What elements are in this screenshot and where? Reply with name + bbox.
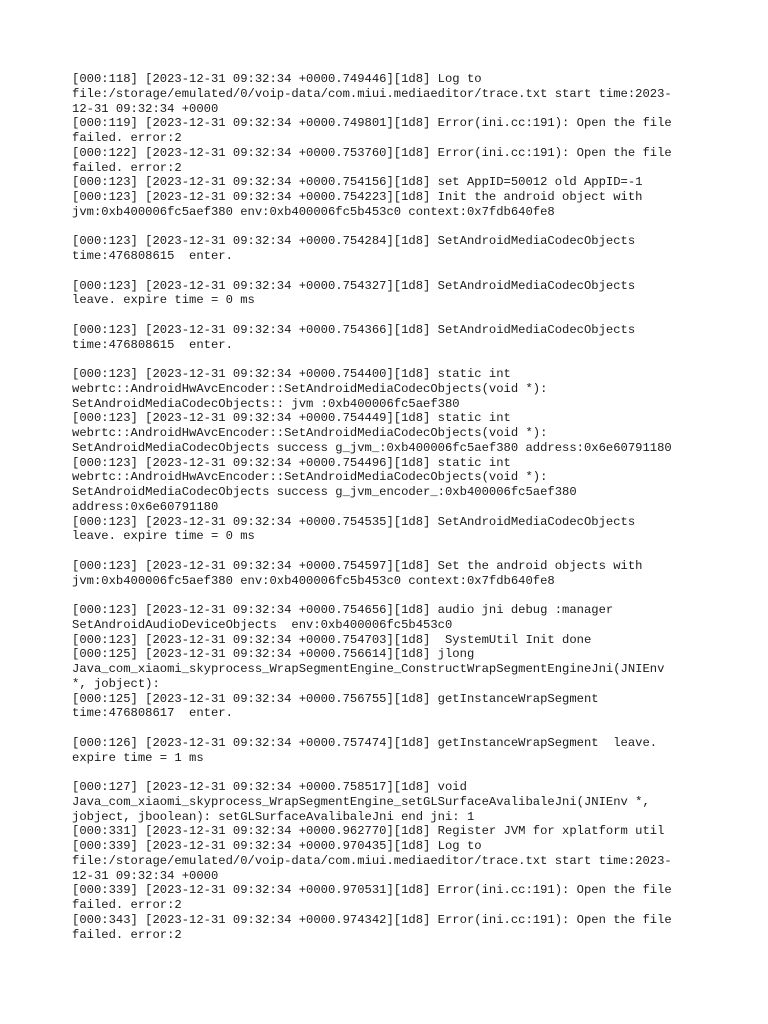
log-line (72, 264, 702, 279)
log-line: [000:339] [2023-12-31 09:32:34 +0000.970531][1d8] Error(ini.cc:191): Open the file (72, 883, 672, 898)
log-line: [000:123] [2023-12-31 09:32:34 +0000.754703][1d8] SystemUtil Init done (72, 632, 592, 647)
log-line (72, 588, 702, 603)
log-line: [000:123] [2023-12-31 09:32:34 +0000.754156][1d8] set AppID=50012 old AppID=-1 (72, 175, 643, 190)
log-line: [000:123] [2023-12-31 09:32:34 +0000.754284][1d8] SetAndroidMediaCodecObjects (72, 234, 636, 249)
log-line: failed. error:2 (72, 927, 182, 942)
log-line: jvm:0xb400006fc5aef380 env:0xb400006fc5b453c0 context:0x7fdb640fe8 (72, 573, 555, 588)
log-line: [000:123] [2023-12-31 09:32:34 +0000.754449][1d8] static int (72, 411, 511, 426)
log-line: [000:339] [2023-12-31 09:32:34 +0000.970435][1d8] Log to (72, 839, 482, 853)
log-line: SetAndroidMediaCodecObjects success g_jvm_:0xb400006fc5aef380 address:0x6e60791180 (72, 440, 672, 455)
log-line: time:476808617 enter. (72, 706, 233, 721)
log-line: [000:127] [2023-12-31 09:32:34 +0000.758517][1d8] void (72, 780, 467, 794)
log-line: time:476808615 enter. (72, 337, 233, 352)
log-line (72, 220, 702, 235)
log-line: time:476808615 enter. (72, 249, 233, 263)
log-line: [000:123] [2023-12-31 09:32:34 +0000.754366][1d8] SetAndroidMediaCodecObjects (72, 322, 636, 337)
log-line: [000:118] [2023-12-31 09:32:34 +0000.749446][1d8] Log to (72, 72, 482, 86)
log-line: failed. error:2 (72, 898, 182, 912)
log-line: [000:123] [2023-12-31 09:32:34 +0000.754597][1d8] Set the android objects with (72, 558, 643, 573)
log-line: file:/storage/emulated/0/voip-data/com.miui.mediaeditor/trace.txt start time:2023- (72, 853, 672, 868)
log-line: [000:125] [2023-12-31 09:32:34 +0000.756755][1d8] getInstanceWrapSegment (72, 691, 599, 706)
log-line: [000:123] [2023-12-31 09:32:34 +0000.754496][1d8] static int (72, 455, 511, 470)
log-line: [000:123] [2023-12-31 09:32:34 +0000.754223][1d8] Init the android object with (72, 190, 643, 204)
log-line: 12-31 09:32:34 +0000 (72, 101, 219, 116)
log-line: SetAndroidAudioDeviceObjects env:0xb400006fc5b453c0 (72, 617, 453, 632)
log-line: leave. expire time = 0 ms (72, 293, 255, 308)
log-line: [000:343] [2023-12-31 09:32:34 +0000.974342][1d8] Error(ini.cc:191): Open the file (72, 912, 672, 927)
log-line: address:0x6e60791180 (72, 499, 219, 514)
log-line: SetAndroidMediaCodecObjects success g_jvm_encoder_:0xb400006fc5aef380 (72, 485, 577, 499)
log-line: [000:119] [2023-12-31 09:32:34 +0000.749801][1d8] Error(ini.cc:191): Open the file (72, 116, 672, 131)
log-line: Java_com_xiaomi_skyprocess_WrapSegmentEngine_ConstructWrapSegmentEngineJni(JNIEnv (72, 662, 665, 676)
log-line: webrtc::AndroidHwAvcEncoder::SetAndroidMediaCodecObjects(void *): (72, 426, 548, 440)
log-line: jvm:0xb400006fc5aef380 env:0xb400006fc5b453c0 context:0x7fdb640fe8 (72, 204, 555, 219)
log-line: [000:125] [2023-12-31 09:32:34 +0000.756614][1d8] jlong (72, 647, 475, 662)
log-line: leave. expire time = 0 ms (72, 529, 255, 544)
log-line (72, 765, 702, 780)
log-line: [000:331] [2023-12-31 09:32:34 +0000.962770][1d8] Register JVM for xplatform util (72, 824, 665, 839)
log-line: failed. error:2 (72, 131, 182, 145)
log-line: [000:122] [2023-12-31 09:32:34 +0000.753760][1d8] Error(ini.cc:191): Open the file (72, 145, 672, 160)
log-line: failed. error:2 (72, 160, 182, 175)
log-line: [000:123] [2023-12-31 09:32:34 +0000.754535][1d8] SetAndroidMediaCodecObjects (72, 514, 636, 529)
log-line: 12-31 09:32:34 +0000 (72, 868, 219, 883)
log-line: webrtc::AndroidHwAvcEncoder::SetAndroidMediaCodecObjects(void *): (72, 381, 548, 396)
log-line: SetAndroidMediaCodecObjects:: jvm :0xb400006fc5aef380 (72, 396, 460, 411)
log-line: [000:126] [2023-12-31 09:32:34 +0000.757474][1d8] getInstanceWrapSegment leave. (72, 735, 658, 750)
log-line: [000:123] [2023-12-31 09:32:34 +0000.754400][1d8] static int (72, 367, 511, 381)
log-line: *, jobject): (72, 676, 160, 691)
log-line: webrtc::AndroidHwAvcEncoder::SetAndroidMediaCodecObjects(void *): (72, 470, 548, 485)
log-line (72, 721, 702, 736)
log-line: jobject, jboolean): setGLSurfaceAvalibaleJni end jni: 1 (72, 809, 475, 824)
log-line: Java_com_xiaomi_skyprocess_WrapSegmentEngine_setGLSurfaceAvalibaleJni(JNIEnv *, (72, 794, 650, 809)
log-line (72, 544, 702, 559)
log-line: expire time = 1 ms (72, 750, 204, 765)
log-line (72, 308, 702, 323)
log-line: [000:123] [2023-12-31 09:32:34 +0000.754327][1d8] SetAndroidMediaCodecObjects (72, 278, 636, 293)
log-line: file:/storage/emulated/0/voip-data/com.miui.mediaeditor/trace.txt start time:2023- (72, 86, 672, 101)
log-text-body (72, 72, 702, 942)
log-line (72, 352, 702, 367)
log-line: [000:123] [2023-12-31 09:32:34 +0000.754656][1d8] audio jni debug :manager (72, 603, 614, 617)
